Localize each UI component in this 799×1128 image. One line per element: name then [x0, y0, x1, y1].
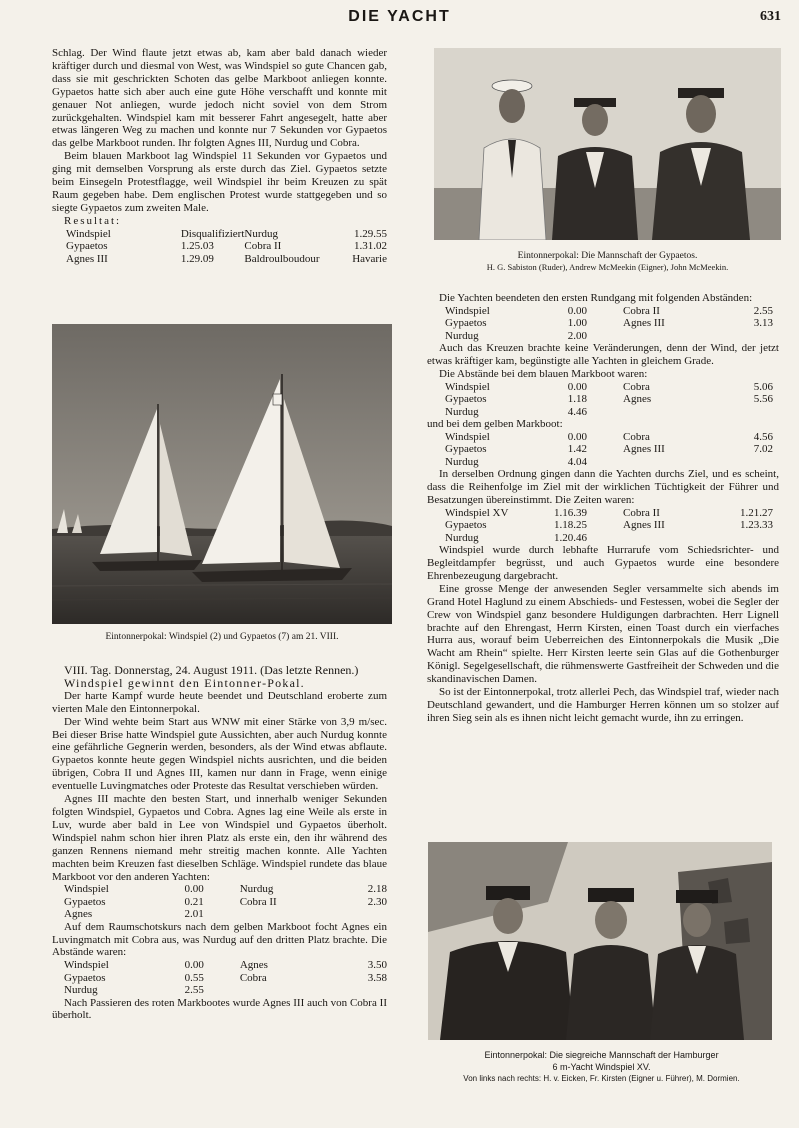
paragraph: In derselben Ordnung gingen dann die Yachten durchs Ziel, und es scheint, dass die Reihenfolge im Ziel mit der wirklichen Tüchtigkeit der Führer und Besatzungen übereinstimmt. Die Zeiten waren:: [427, 468, 779, 506]
caption-line: 6 m-Yacht Windspiel XV.: [552, 1061, 651, 1072]
table-cell: Baldroulboudour: [244, 252, 320, 265]
table-cell: [240, 984, 348, 996]
table-cell: 0.55: [184, 971, 204, 984]
paragraph: Die Yachten beendeten den ersten Rundgang mit folgenden Abständen:: [439, 292, 753, 304]
table-cell: [623, 406, 733, 418]
table-cell: 2.18: [367, 883, 387, 896]
paragraph: Eine grosse Menge der anwesenden Segler versammelte sich abends im Grand Hotel Haglund zu einem Abschieds- und Festessen, wobei die Segler der Crew von Windspiel ganz besondere Huldigungen darbrachten. Herr Lignell brachte auf den Ehrengast, Herrn Kirsten, einen Toast durch ein vierfaches Hurra aus, worauf beim Ueberreichen des Eintonnerpokals die Musik „Die Wacht am Rhein“ spielte. Herr Kirsten leerte sein Glas auf die Gothenburger Königl. Segelgesellschaft, die rühmenswerte Gastfreiheit der Schweden und die skandinavischen Damen.: [427, 582, 779, 686]
table-cell: [623, 456, 733, 468]
distance-table-blue-mark: [64, 883, 387, 920]
caption-line: H. G. Sabiston (Ruder), Andrew McMeekin (Eigner), John McMeekin.: [486, 262, 729, 272]
table-cell: 2.55: [753, 304, 773, 317]
table-row: [66, 240, 387, 252]
table-row: [445, 443, 773, 455]
table-row: [445, 431, 773, 443]
table-cell: 5.56: [753, 393, 773, 406]
table-cell: Gypaetos: [64, 895, 106, 908]
table-cell: 0.00: [567, 430, 587, 443]
table-cell: 0.00: [184, 959, 204, 972]
table-cell: 3.50: [367, 959, 387, 972]
paragraph: und bei dem gelben Markboot:: [427, 418, 563, 431]
table-row: [445, 330, 773, 342]
table-cell: Cobra: [623, 430, 650, 443]
table-cell: Nurdug: [445, 531, 479, 544]
table-row: [445, 305, 773, 317]
table-cell: Windspiel: [445, 380, 490, 393]
gypaetos-crew-caption: [430, 251, 785, 273]
table-cell: Windspiel: [64, 883, 109, 896]
table-cell: Nurdug: [239, 883, 274, 896]
table-cell: 3.13: [753, 317, 773, 330]
table-cell: 1.31.02: [354, 240, 387, 253]
table-cell: 1.16.39: [554, 506, 587, 519]
table-cell: 0.00: [567, 380, 587, 393]
distance-table-yellow-mark-2: [445, 431, 773, 468]
table-cell: Nurdug: [445, 455, 479, 468]
table-cell: Agnes III: [623, 317, 665, 330]
table-cell: 2.30: [367, 895, 387, 908]
results-table: [66, 228, 387, 265]
table-cell: Windspiel XV: [445, 506, 509, 519]
paragraph: So ist der Eintonnerpokal, trotz allerlei Pech, das Windspiel traf, wieder nach Deutschland gewandert, und die Hamburger Herren können um so stolzer auf ihren Sieg sein als es ihnen nicht leicht gemacht wurde, ihn zu erringen.: [427, 686, 779, 724]
sailing-photo-graphic: [52, 324, 392, 624]
caption-line: Eintonnerpokal: Die siegreiche Mannschaft der Hamburger: [484, 1050, 719, 1060]
table-cell: 1.21.27: [740, 506, 773, 519]
paragraph: Der harte Kampf wurde heute beendet und Deutschland eroberte zum vierten Male den Eintonnerpokal.: [52, 689, 387, 715]
table-cell: Windspiel: [64, 959, 109, 972]
distance-table-first-round: [445, 305, 773, 342]
table-cell: 4.46: [567, 405, 587, 418]
table-cell: Gypaetos: [445, 519, 487, 532]
table-cell: [733, 330, 773, 342]
sailing-photo-caption: Eintonnerpokal: Windspiel (2) und Gypaetos (7) am 21. VIII.: [105, 632, 339, 642]
distance-table-blue-mark-2: [445, 381, 773, 418]
caption-line: Von links nach rechts: H. v. Eicken, Fr. Kirsten (Eigner u. Führer), M. Dormien.: [463, 1074, 740, 1083]
table-row: [64, 896, 387, 908]
paragraph: Auf dem Raumschotskurs nach dem gelben Markboot focht Agnes ein Luvingmatch mit Cobra aus, was Nurdug auf den dritten Platz brachte. Die Abstände waren:: [52, 920, 387, 959]
table-cell: Gypaetos: [445, 317, 487, 330]
table-cell: 0.00: [567, 304, 587, 317]
table-cell: Nurdug: [244, 227, 278, 240]
table-cell: 1.29.09: [180, 252, 214, 265]
table-cell: Havarie: [352, 252, 387, 265]
paragraph: Windspiel wurde durch lebhafte Hurrarufe vom Schiedsrichter- und Begleitdampfer begrüsst, und auch Gypaetos wurde eine besondere Ehrenbezeugung dargebracht.: [427, 544, 779, 582]
table-row: [445, 406, 773, 418]
windspiel-crew-caption: [424, 1050, 779, 1085]
table-cell: [733, 406, 773, 418]
table-cell: Agnes: [239, 959, 268, 972]
gypaetos-crew-photo-graphic: [434, 48, 781, 240]
table-cell: Cobra II: [244, 240, 282, 253]
finish-times-table: [445, 507, 773, 544]
table-cell: Agnes: [623, 393, 652, 406]
table-row: [66, 228, 387, 240]
result-title: Resultat:: [64, 214, 122, 227]
table-cell: Agnes III: [66, 252, 108, 265]
table-row: [445, 532, 773, 544]
table-cell: [348, 908, 387, 920]
day-subheading: Windspiel gewinnt den Eintonner-Pokal.: [64, 675, 305, 690]
table-cell: [240, 908, 348, 920]
table-cell: 2.55: [184, 984, 204, 997]
table-cell: Windspiel: [445, 430, 490, 443]
table-cell: [623, 330, 733, 342]
table-cell: Gypaetos: [445, 443, 487, 456]
table-cell: [733, 456, 773, 468]
paragraph: Nach Passieren des roten Markbootes wurde Agnes III auch von Cobra II überholt.: [52, 996, 387, 1022]
day-heading: VIII. Tag. Donnerstag, 24. August 1911. (Das letzte Rennen.): [64, 663, 359, 677]
table-cell: Agnes III: [623, 443, 665, 456]
table-row: [445, 381, 773, 393]
table-cell: Gypaetos: [66, 240, 108, 253]
table-row: [445, 317, 773, 329]
intro-paragraph: Schlag. Der Wind flaute jetzt etwas ab, kam aber bald danach wieder kräftiger durch und diesmal von West, was Windspiel so gute Chancen gab, dass sie mit geschrickten Schoten das gelbe Markboot anliegen konnte. Gypaetos hatte sich aber auch eine gute Höhe verschafft und konnte mit genauer Not anliegen, wurde jedoch nicht soviel von dem Strom zurückgehalten. Windspiel kam mit besserer Fahrt angesegelt, hatte aber etwas längeren Weg zu machen und konnte nur 7 Sekunden vor Gypaetos das gelbe Markboot runden. Ihr folgten Agnes III, Nurdug und Cobra.: [52, 47, 387, 150]
gypaetos-crew-photo: [434, 48, 781, 240]
table-row: [64, 959, 387, 971]
table-cell: Cobra II: [623, 506, 660, 519]
table-cell: Gypaetos: [64, 971, 106, 984]
table-cell: Nurdug: [445, 405, 479, 418]
table-cell: 1.00: [567, 317, 587, 330]
left-column: [52, 47, 387, 265]
paragraph: Auch das Kreuzen brachte keine Veränderungen, denn der Wind, der jetzt etwas kräftiger kam, begünstigte alle Yachten in gleichem Grade.: [427, 342, 779, 368]
table-cell: 0.21: [184, 895, 204, 908]
table-row: [445, 456, 773, 468]
table-cell: 1.23.33: [740, 519, 773, 532]
right-column: [427, 292, 779, 725]
table-row: [64, 883, 387, 895]
table-cell: 3.58: [367, 971, 387, 984]
table-cell: Disqualifiziert: [180, 227, 245, 240]
table-cell: 1.25.03: [180, 240, 214, 253]
table-cell: Cobra II: [623, 304, 660, 317]
table-cell: Cobra: [623, 380, 650, 393]
windspiel-crew-photo-graphic: [428, 842, 772, 1040]
table-cell: 4.56: [753, 430, 773, 443]
page-header-title: DIE YACHT: [348, 8, 451, 25]
table-cell: [733, 532, 773, 544]
windspiel-crew-photo: [428, 842, 772, 1040]
table-row: [66, 253, 387, 265]
blue-mark-paragraph: Beim blauen Markboot lag Windspiel 11 Sekunden vor Gypaetos und ging mit demselben Vorsprung als erste durch das Ziel. Gypaetos setzte beim Einsegeln Protestflagge, weil Windspiel ihr beim Kreuzen zu spät Raum gegeben habe. Dem englischen Protest wurde stattgegeben und so siegte Gypaetos zum zweiten Male.: [52, 150, 387, 214]
table-cell: 1.18.25: [554, 519, 587, 532]
table-row: [445, 393, 773, 405]
table-cell: 2.00: [567, 329, 587, 342]
table-row: [64, 972, 387, 984]
page-number: 631: [760, 9, 781, 24]
paragraph: Agnes III machte den besten Start, und innerhalb weniger Sekunden folgten Windspiel, Gypaetos und Cobra. Agnes lag eine Weile als erste in Luv, wurde aber bald in Lee von Windspiel und Gypaetos überholt. Windspiel nahm schon hier ihren Platz als erste ein, den ihr während des ganzen Rennens niemand mehr streitig machen konnte. Alle Yachten machten beim Kreuzen fast dieselben Schläge. Windspiel rundete das blaue Markboot vor den anderen Yachten:: [52, 793, 387, 883]
left-column-lower: [52, 664, 387, 1022]
sailing-photo: [52, 324, 392, 624]
table-cell: 1.29.55: [354, 227, 387, 240]
table-cell: 2.01: [184, 908, 204, 921]
table-cell: 5.06: [753, 380, 773, 393]
paragraph: Der Wind wehte beim Start aus WNW mit einer Stärke von 3,9 m/sec. Bei dieser Brise hatte Windspiel gute Aussichten, aber auch Nurdug konnte eine gefährliche Gegnerin werden, besonders, als der Wind etwas abflaute. Gypaetos konnte heute gegen Windspiel nichts ausrichten, und die beiden übrigen, Cobra II und Agnes III, kamen nur dann in Frage, wenn einige eventuelle Luvingmatches oder Proteste das Resultat verschieben würden.: [52, 715, 387, 793]
table-row: [445, 519, 773, 531]
table-cell: Windspiel: [66, 227, 111, 240]
table-cell: Windspiel: [445, 304, 490, 317]
table-cell: Gypaetos: [445, 393, 487, 406]
table-cell: 0.00: [184, 883, 204, 896]
table-cell: Agnes: [64, 908, 93, 921]
table-cell: 1.42: [567, 443, 587, 456]
table-cell: 1.18: [567, 393, 587, 406]
table-cell: 4.04: [567, 455, 587, 468]
table-row: [445, 507, 773, 519]
paragraph: Die Abstände bei dem blauen Markboot waren:: [439, 367, 648, 380]
table-cell: [348, 984, 387, 996]
table-row: [64, 984, 387, 996]
distance-table-yellow-mark: [64, 959, 387, 996]
table-cell: [623, 532, 733, 544]
table-cell: Agnes III: [623, 519, 665, 532]
caption-line: Eintonnerpokal: Die Mannschaft der Gypaetos.: [517, 251, 698, 261]
table-row: [64, 908, 387, 920]
table-cell: Nurdug: [64, 984, 98, 997]
table-cell: Cobra: [239, 971, 267, 984]
table-cell: Cobra II: [239, 895, 277, 908]
table-cell: 7.02: [753, 443, 773, 456]
table-cell: 1.20.46: [554, 531, 587, 544]
table-cell: Nurdug: [445, 329, 479, 342]
